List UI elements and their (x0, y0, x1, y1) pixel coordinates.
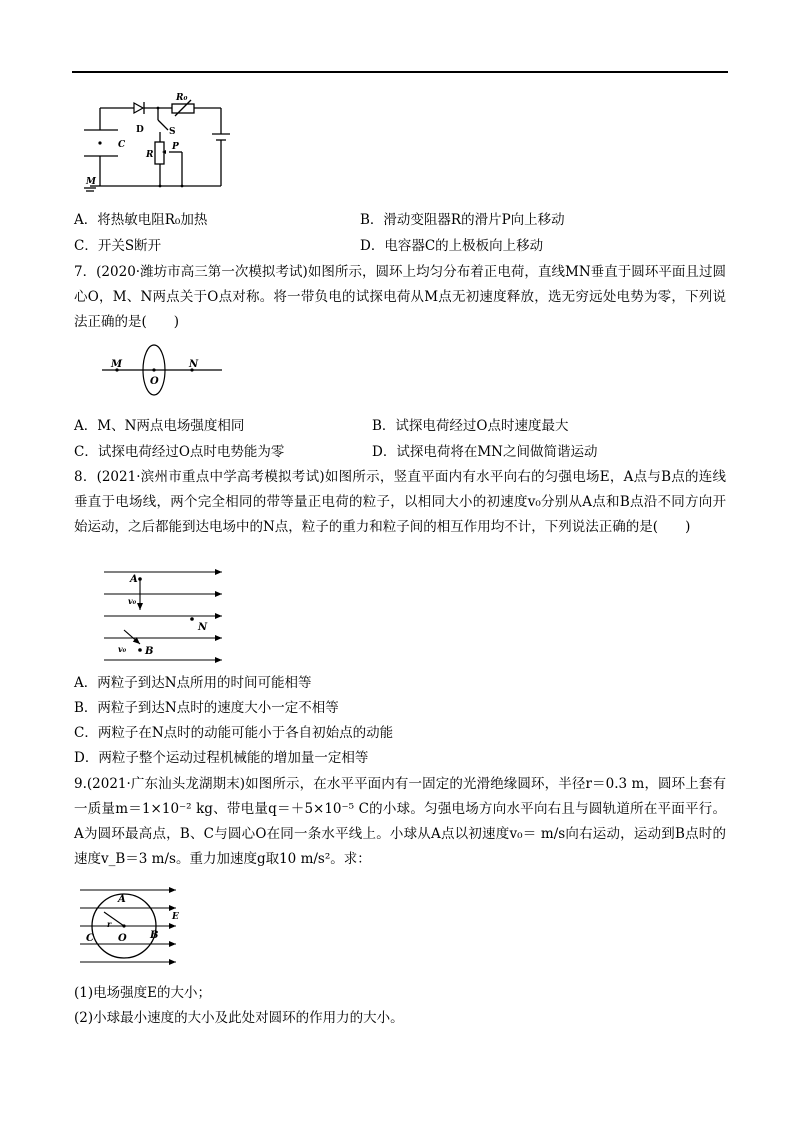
q8-option-a: A．两粒子到达N点所用的时间可能相等 (74, 675, 312, 691)
q9-label-o: O (118, 933, 127, 944)
q6-option-a: A．将热敏电阻R₀加热 (74, 212, 208, 228)
q9-sub2: (2)小球最小速度的大小及此处对圆环的作用力的大小。 (74, 1010, 404, 1026)
q6-label-r: R (146, 150, 154, 160)
q9-sub1: (1)电场强度E的大小； (74, 985, 211, 1001)
q9-ring-figure (76, 886, 186, 976)
q7-option-b: B．试探电荷经过O点时速度最大 (372, 418, 569, 434)
header-rule (72, 71, 728, 73)
q6-option-b: B．滑动变阻器R的滑片P向上移动 (360, 212, 565, 228)
q6-label-m: M (86, 177, 96, 187)
q8-label-v0-bottom: v₀ (118, 644, 127, 654)
q8-stem: 8．(2021·滨州市重点中学高考模拟考试)如图所示，竖直平面内有水平向右的匀强电场E，A点与B点的连线垂直于电场线，两个完全相同的带等量正电荷的粒子，以相同大小的初速度v₀分别从A点和B点沿不同方向开始运动，之后都能到达电场中的N点，粒子的重力和粒子间的相互作用均不计，下列说法正确的是( ) (74, 469, 726, 535)
q8-label-b: B (145, 646, 154, 657)
q6-label-r0: R₀ (176, 93, 188, 103)
q6-option-d: D．电容器C的上极板向上移动 (360, 238, 544, 254)
q7-label-n: N (189, 359, 199, 370)
q6-label-s: S (169, 127, 176, 137)
q8-label-v0-top: v₀ (128, 596, 137, 606)
q9-label-b: B (150, 930, 159, 941)
q7-option-d: D．试探电荷将在MN之间做简谐运动 (372, 444, 598, 460)
q8-option-d: D．两粒子整个运动过程机械能的增加量一定相等 (74, 750, 369, 766)
q7-label-o: O (150, 376, 159, 387)
q6-label-p: P (172, 142, 179, 152)
q9-label-c: C (86, 933, 94, 944)
q7-label-m: M (111, 359, 123, 370)
q6-option-c: C．开关S断开 (74, 238, 162, 254)
q8-option-b: B．两粒子到达N点时的速度大小一定不相等 (74, 700, 339, 716)
q7-ring-figure (100, 342, 230, 400)
q8-label-a: A (130, 574, 138, 585)
q6-circuit-figure (76, 92, 236, 194)
q7-stem: 7．(2020·潍坊市高三第一次模拟考试)如图所示，圆环上均匀分布着正电荷，直线MN垂直于圆环平面且过圆心O，M、N两点关于O点对称。将一带负电的试探电荷从M点无初速度释放，选无穷远处电势为零，下列说法正确的是( ) (74, 264, 726, 330)
q8-option-c: C．两粒子在N点时的动能可能小于各自初始点的动能 (74, 725, 394, 741)
q6-label-d: D (136, 125, 144, 135)
q6-label-c: C (118, 140, 126, 150)
q9-label-e: E (172, 912, 179, 922)
q7-option-c: C．试探电荷经过O点时电势能为零 (74, 444, 285, 460)
q8-field-figure (100, 564, 228, 664)
q9-label-r: r (107, 919, 112, 929)
q8-label-n: N (198, 622, 208, 633)
q9-stem: 9.(2021·广东汕头龙湖期末)如图所示，在水平平面内有一固定的光滑绝缘圆环，半径r＝0.3 m，圆环上套有一质量m＝1×10⁻² kg、带电量q＝＋5×10⁻⁵ C的小球。匀强电场方向水平向右且与圆轨道所在平面平行。A为圆环最高点，B、C与圆心O在同一条水平线上。小球从A点以初速度v₀＝ m/s向右运动，运动到B点时的速度v_B＝3 m/s。重力加速度g取10 m/s²。求： (74, 776, 726, 867)
q7-option-a: A．M、N两点电场强度相同 (74, 418, 245, 434)
q9-label-a: A (118, 894, 126, 905)
